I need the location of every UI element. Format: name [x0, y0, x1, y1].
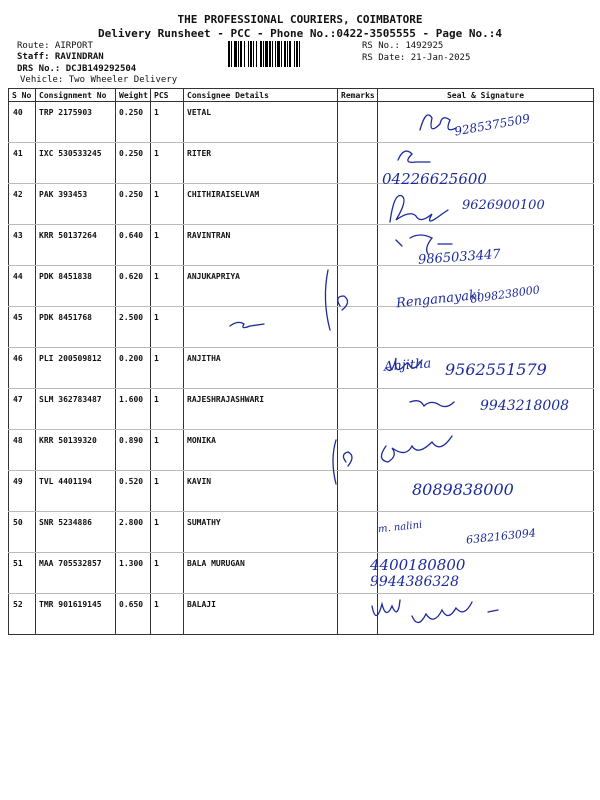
- col-header-pcs: PCS: [151, 89, 184, 102]
- handwritten-phone-50: 6382163094: [465, 526, 537, 547]
- sno-cell: 42: [9, 184, 36, 225]
- remarks-bracket-44: [325, 270, 330, 330]
- handwritten-phone-46: 9562551579: [445, 360, 547, 379]
- consignee-cell: ANJITHA: [184, 348, 338, 389]
- weight-cell: 0.250: [116, 143, 151, 184]
- document-title: THE PROFESSIONAL COURIERS, COIMBATORE: [177, 13, 423, 26]
- signature-42: [390, 196, 448, 222]
- weight-cell: 2.800: [116, 512, 151, 553]
- pcs-cell: 1: [151, 594, 184, 635]
- document-subtitle: Delivery Runsheet - PCC - Phone No.:0422-3505555 - Page No.:4: [98, 27, 502, 40]
- pcs-cell: 1: [151, 471, 184, 512]
- sno-cell: 40: [9, 102, 36, 143]
- sno-cell: 49: [9, 471, 36, 512]
- consignment-cell: TMR 901619145: [36, 594, 116, 635]
- sno-cell: 52: [9, 594, 36, 635]
- pcs-cell: 1: [151, 348, 184, 389]
- col-header-sno: S No: [9, 89, 36, 102]
- handwritten-phone-40: 9285375509: [453, 111, 531, 139]
- consignee-cell: VETAL: [184, 102, 338, 143]
- remarks-mark-45: [230, 322, 264, 327]
- handwritten-name-46: Anjitha: [383, 356, 432, 375]
- consignee-cell: RITER: [184, 143, 338, 184]
- pcs-cell: 1: [151, 225, 184, 266]
- consignment-cell: PDK 8451838: [36, 266, 116, 307]
- pcs-cell: 1: [151, 512, 184, 553]
- pcs-cell: 1: [151, 184, 184, 225]
- route-label: Route: AIRPORT: [17, 41, 93, 51]
- handwritten-phone-51a: 4400180800: [370, 556, 466, 574]
- signature-41: [398, 151, 430, 162]
- weight-cell: 0.640: [116, 225, 151, 266]
- handwritten-phone-44: 8098238000: [469, 283, 541, 306]
- weight-cell: 0.650: [116, 594, 151, 635]
- consignment-cell: MAA 705532857: [36, 553, 116, 594]
- pcs-cell: 1: [151, 102, 184, 143]
- consignee-cell: SUMATHY: [184, 512, 338, 553]
- signature-48: [381, 436, 452, 462]
- col-header-weight: Weight: [116, 89, 151, 102]
- handwritten-phone-41: 04226625600: [382, 170, 487, 188]
- weight-cell: 0.520: [116, 471, 151, 512]
- drs-number: DRS No.: DCJB149292504: [17, 64, 137, 74]
- sno-cell: 46: [9, 348, 36, 389]
- sno-cell: 41: [9, 143, 36, 184]
- col-header-signature: Seal & Signature: [378, 89, 594, 102]
- consignee-cell: ANJUKAPRIYA: [184, 266, 338, 307]
- sno-cell: 48: [9, 430, 36, 471]
- consignee-cell: MONIKA: [184, 430, 338, 471]
- remarks-bracket-48: [333, 440, 336, 484]
- consignment-cell: SNR 5234886: [36, 512, 116, 553]
- weight-cell: 0.200: [116, 348, 151, 389]
- weight-cell: 1.600: [116, 389, 151, 430]
- sno-cell: 45: [9, 307, 36, 348]
- sno-cell: 43: [9, 225, 36, 266]
- remarks-mark-48: [343, 452, 352, 466]
- col-header-consignment: Consignment No: [36, 89, 116, 102]
- signature-52: [372, 600, 498, 623]
- consignment-cell: PLI 200509812: [36, 348, 116, 389]
- col-header-remarks: Remarks: [338, 89, 378, 102]
- sno-cell: 47: [9, 389, 36, 430]
- weight-cell: 0.250: [116, 184, 151, 225]
- remarks-mark-44: [338, 296, 348, 310]
- weight-cell: 0.890: [116, 430, 151, 471]
- consignment-cell: TVL 4401194: [36, 471, 116, 512]
- consignment-cell: SLM 362783487: [36, 389, 116, 430]
- pcs-cell: 1: [151, 553, 184, 594]
- consignee-cell: RAVINTRAN: [184, 225, 338, 266]
- pcs-cell: 1: [151, 307, 184, 348]
- consignment-cell: KRR 50139320: [36, 430, 116, 471]
- rs-date: RS Date: 21-Jan-2025: [362, 53, 471, 63]
- handwritten-phone-49: 8089838000: [412, 480, 514, 499]
- signature-40: [420, 115, 456, 130]
- pcs-cell: 1: [151, 389, 184, 430]
- signature-47: [410, 401, 454, 407]
- weight-cell: 1.300: [116, 553, 151, 594]
- consignment-cell: IXC 530533245: [36, 143, 116, 184]
- weight-cell: 0.250: [116, 102, 151, 143]
- vehicle-label: Vehicle: Two Wheeler Delivery: [20, 75, 178, 85]
- sno-cell: 51: [9, 553, 36, 594]
- pcs-cell: 1: [151, 266, 184, 307]
- handwritten-phone-42: 9626900100: [462, 198, 545, 213]
- handwritten-name-44: Renganayaki: [395, 287, 482, 312]
- consignment-cell: KRR 50137264: [36, 225, 116, 266]
- weight-cell: 2.500: [116, 307, 151, 348]
- col-header-consignee: Consignee Details: [184, 89, 338, 102]
- pcs-cell: 1: [151, 143, 184, 184]
- consignee-cell: BALAJI: [184, 594, 338, 635]
- consignment-cell: TRP 2175903: [36, 102, 116, 143]
- handwritten-name-50: m. nalini: [377, 519, 423, 536]
- consignee-cell: RAJESHRAJASHWARI: [184, 389, 338, 430]
- consignee-cell: CHITHIRAISELVAM: [184, 184, 338, 225]
- rs-number: RS No.: 1492925: [362, 41, 444, 51]
- consignee-cell: KAVIN: [184, 471, 338, 512]
- pcs-cell: 1: [151, 430, 184, 471]
- weight-cell: 0.620: [116, 266, 151, 307]
- handwritten-phone-47: 9943218008: [480, 398, 570, 414]
- sno-cell: 44: [9, 266, 36, 307]
- consignee-cell: BALA MURUGAN: [184, 553, 338, 594]
- handwritten-phone-51b: 9944386328: [370, 574, 460, 590]
- staff-label: Staff: RAVINDRAN: [17, 52, 104, 62]
- sno-cell: 50: [9, 512, 36, 553]
- consignment-cell: PDK 8451768: [36, 307, 116, 348]
- consignment-cell: PAK 393453: [36, 184, 116, 225]
- handwritten-phone-43: 9865033447: [417, 247, 502, 268]
